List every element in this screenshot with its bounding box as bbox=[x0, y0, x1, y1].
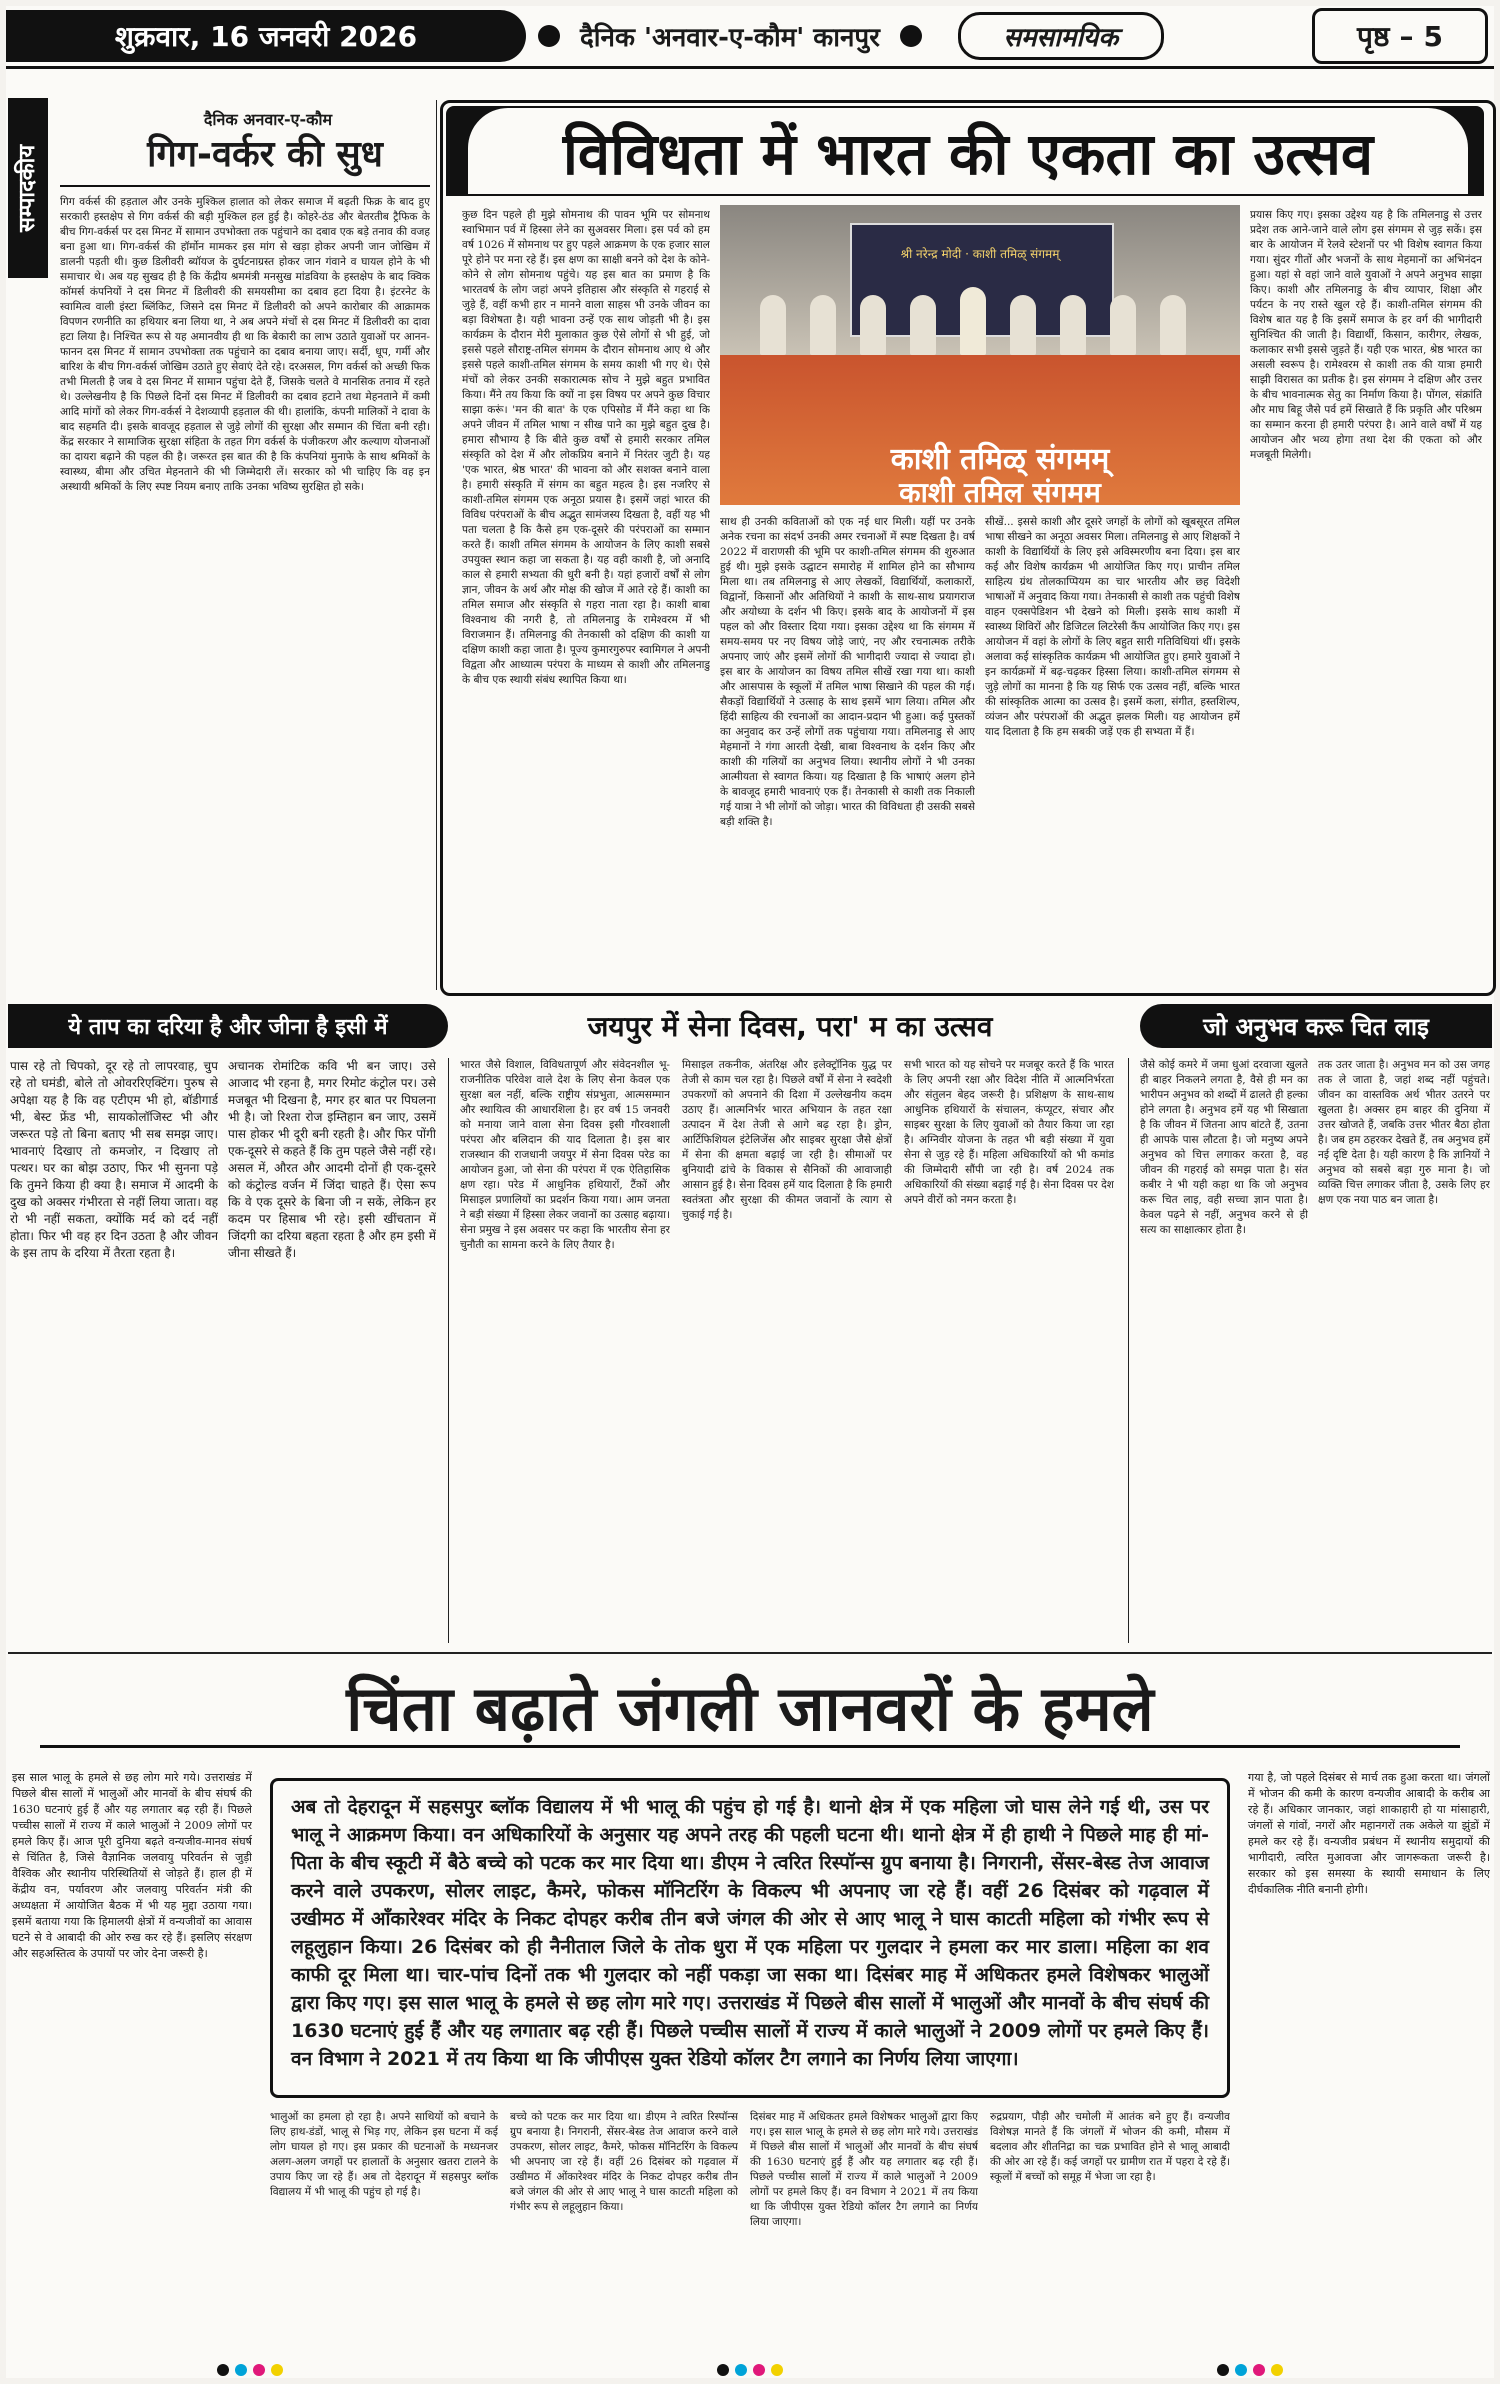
bottom-col-4: रुद्रप्रयाग, पौड़ी और चमोली में आतंक बने हुए हैं। वन्यजीव विशेषज्ञ मानते हैं कि जंगलों में भोजन की कमी, मौसम में बदलाव और शीतनिद्रा का चक्र प्रभावित होने से भालू आबादी की ओर आ रहे हैं। कई जगहों पर ग्रामीण रात में पहरा दे रहे हैं। स्कूलों में बच्चों को समूह में भेजा जा रहा है। bbox=[990, 2111, 1230, 2183]
bottom-col-right: गया है, जो पहले दिसंबर से मार्च तक हुआ करता था। जंगलों में भोजन की कमी के कारण वन्यजीव आबादी के करीब आ रहे हैं। अधिकार जानकार, जहां शाकाहारी हो या मांसाहारी, जंगलों से गांवों, नगरों और महानगरों तक अकेले या झुंडों में हमले कर रहे हैं। वन्यजीव प्रबंधन में स्थानीय समुदायों की भागीदारी, त्वरित मुआवजा और जागरूकता जरूरी है। सरकार को इस समस्या के स्थायी समाधान के लिए दीर्घकालिक नीति बनानी होगी। bbox=[1248, 1771, 1490, 1896]
divider bbox=[436, 100, 437, 990]
person-figure bbox=[810, 295, 836, 355]
main-story-photo bbox=[720, 205, 1240, 505]
photo-screen-text: श्री नरेन्द्र मोदी · काशी तमिळ् संगमम् bbox=[900, 247, 1060, 261]
person-figure bbox=[860, 295, 886, 355]
person-figure bbox=[1160, 295, 1186, 355]
main-story-col-2: साथ ही उनकी कविताओं को एक नई धार मिली। यहीं पर उनके अनेक रचना का संदर्भ उनकी अमर रचनाओं में स्पष्ट दिखता है। वर्ष 2022 में वाराणसी की भूमि पर काशी-तमिल संगमम की शुरुआत हुई थी। मुझे इसके उद्घाटन समारोह में शामिल होने का सौभाग्य मिला था। तब तमिलनाडु से आए लेखकों, विद्यार्थियों, कलाकारों, विद्वानों, किसानों और अतिथियों ने काशी के साथ-साथ प्रयागराज और अयोध्या के दर्शन भी किए। इसके बाद के आयोजनों में इस पहल को और विस्तार दिया गया। इसका उद्देश्य था कि संगमम में समय-समय पर नए विषय जोड़े जाएं, नए और रचनात्मक तरीके अपनाए जाएं और इसमें लोगों की भागीदारी ज्यादा से ज्यादा हो। इस बार के आयोजन का विषय तमिल सीखें रखा गया था। काशी और आसपास के स्कूलों में तमिल भाषा सिखाने की पहल की गई। सैकड़ों विद्यार्थियों ने उत्साह के साथ इसमें भाग लिया। तमिल और हिंदी साहित्य की रचनाओं का आदान-प्रदान भी हुआ। कई पुस्तकों का अनुवाद कर उन्हें लोगों तक पहुंचाया गया। तमिलनाडु से आए मेहमानों ने गंगा आरती देखी, बाबा विश्वनाथ के दर्शन किए और काशी की गलियों का अनुभव लिया। स्थानीय लोगों ने भी उनका आत्मीयता से स्वागत किया। यह दिखाता है कि भाषाएं अलग होने के बावजूद हमारी भावनाएं एक हैं। तेनकासी से काशी तक निकाली गई यात्रा ने भी लोगों को जोड़ा। भारत की विविधता ही उसकी सबसे बड़ी शक्ति है। bbox=[720, 516, 975, 828]
right-article-col-2: तक उतर जाता है। अनुभव मन को उस जगह तक ले जाता है, जहां शब्द नहीं पहुंचते। जीवन का वास्तविक अर्थ भीतर उतरने पर खुलता है। अक्सर हम बाहर की दुनिया में उत्तर खोजते हैं, जबकि उत्तर भीतर बैठा होता है। जब हम ठहरकर देखते हैं, तब अनुभव हमें नई दृष्टि देता है। यही कारण है कि ज्ञानियों ने अनुभव को सबसे बड़ा गुरु माना है। जो व्यक्ति चित्त लगाकर जीता है, उसके लिए हर क्षण एक नया पाठ बन जाता है। bbox=[1318, 1059, 1490, 1206]
bottom-col-3: दिसंबर माह में अधिकतर हमले विशेषकर भालुओं द्वारा किए गए। इस साल भालू के हमले से छह लोग मारे गये। उत्तराखंड में पिछले बीस सालों में भालुओं और मानवों के बीच संघर्ष की 1630 घटनाएं हुई हैं और यह लगातार बढ़ रही हैं। पिछले पच्चीस सालों में राज्य में काले भालुओं ने 2009 लोगों पर हमले किए हैं। वन विभाग ने 2021 में तय किया था कि जीपीएस युक्त रेडियो कॉलर टैग लगाने का निर्णय लिया जाएगा। bbox=[750, 2111, 978, 2228]
registration-mark bbox=[717, 2364, 783, 2376]
main-story-col-1: कुछ दिन पहले ही मुझे सोमनाथ की पावन भूमि पर सोमनाथ स्वाभिमान पर्व में हिस्सा लेने का सुअवसर मिला। इस पर्व को हम वर्ष 1026 में सोमनाथ पर हुए पहले आक्रमण के एक हजार साल पूरे होने पर मना रहे हैं। इस क्षण का साक्षी बनने को देश के कोने-कोने से लोग सोमनाथ पहुंचे। यह इस बात का प्रमाण है कि भारतवर्ष के लोग जहां अपने इतिहास और संस्कृति से गहराई से जुड़े हैं, वहीं कभी हार न मानने वाला साहस भी उनके जीवन का बड़ा विशेषता है। यही भावना उन्हें एक साथ जोड़ती भी है। इस कार्यक्रम के दौरान मेरी मुलाकात कुछ ऐसे लोगों से भी हुई, जो इससे पहले सौराष्ट्र-तमिल संगमम के दौरान सोमनाथ आए थे और इससे पहले काशी-तमिल संगमम के समय काशी भी गए थे। ऐसे मंचों को लेकर उनकी सकारात्मक सोच ने मुझे बहुत प्रभावित किया। मैंने तय किया कि क्यों ना इस विषय पर अपने कुछ विचार साझा करूं। 'मन की बात' के एक एपिसोड में मैंने कहा था कि अपने जीवन में तमिल भाषा न सीख पाने का मुझे बहुत दुख है। हमारा सौभाग्य है कि बीते कुछ वर्षों से हमारी सरकार तमिल संस्कृति को देश में और लोकप्रिय बनाने में निरंतर जुटी है। यह 'एक भारत, श्रेष्ठ भारत' की भावना को और सशक्त बनाने वाला है। हमारी संस्कृति में संगम का बहुत महत्व है। इस नजरिए से काशी-तमिल संगमम एक अनूठा प्रयास है। इसमें जहां भारत की विविध परंपराओं के बीच अद्भुत सामंजस्य दिखता है, वहीं यह भी पता चलता है कि कैसे हम एक-दूसरे की परंपराओं का सम्मान करते हैं। काशी तमिल संगमम के आयोजन के लिए काशी सबसे उपयुक्त स्थान कहा जा सकता है। यह वही काशी है, जो अनादि काल से हमारी सभ्यता की धुरी बनी है। यहां हजारों वर्षों से लोग ज्ञान, जीवन के अर्थ और मोक्ष की खोज में आते रहे हैं। काशी का तमिल समाज और संस्कृति से गहरा नाता रहा है। काशी बाबा विश्वनाथ की नगरी है, तो तमिलनाडु के रामेश्वरम में भी विराजमान हैं। तमिलनाडु की तेनकासी को दक्षिण की काशी या दक्षिण काशी कहा जाता है। पूज्य कुमारगुरुपर स्वामिगल ने अपनी विद्वता और आध्यात्म परंपरा के माध्यम से काशी और तमिलनाडु के बीच एक स्थायी संबंध स्थापित किया था। bbox=[462, 209, 710, 686]
editorial-title: गिग-वर्कर की सुध bbox=[147, 134, 383, 175]
right-article-col-1: जैसे कोई कमरे में जमा धुआं दरवाजा खुलते ही बाहर निकलने लगता है, वैसे ही मन का भारीपन अनुभव को शब्दों में ढालते ही हल्का होने लगता है। अनुभव हमें यह भी सिखाता है कि जीवन में जितना आप बांटते हैं, उतना ही आपके पास लौटता है। जो मनुष्य अपने अनुभव को चित्त लगाकर करता है, वह जीवन की गहराई को समझ पाता है। संत कबीर ने भी यही कहा था कि जो अनुभव करू चित लाइ, वही सच्चा ज्ञान पाता है। केवल पढ़ने से नहीं, अनुभव करने से ही सत्य का साक्षात्कार होता है। bbox=[1140, 1059, 1308, 1236]
main-story-col-3: सीखें... इससे काशी और दूसरे जगहों के लोगों को खूबसूरत तमिल भाषा सीखने का अनूठा अवसर मिला। तमिलनाडु से आए शिक्षकों ने काशी के विद्यार्थियों के लिए इसे अविस्मरणीय बना दिया। इस बार कई और विशेष कार्यक्रम भी आयोजित किए गए। प्राचीन तमिल साहित्य ग्रंथ तोलकाप्पियम का चार भारतीय और छह विदेशी भाषाओं में अनुवाद किया गया। तेनकासी से काशी तक पहुंची विशेष वाहन एक्सपेडिशन भी देखने को मिली। इसके साथ काशी में स्वास्थ्य शिविरों और डिजिटल लिटरेसी कैंप आयोजित किए गए। इस आयोजन में वहां के लोगों के लिए बहुत सारी गतिविधियां थीं। इसके अलावा कई सांस्कृतिक कार्यक्रम भी आयोजित हुए। हमारे युवाओं ने इन कार्यक्रमों में बढ़-चढ़कर हिस्सा लिया। काशी-तमिल संगमम से जुड़े लोगों का मानना है कि यह सिर्फ एक उत्सव नहीं, बल्कि भारत की सांस्कृतिक आत्मा का उत्सव है। इसमें कला, संगीत, हस्तशिल्प, व्यंजन और परंपराओं की अद्भुत झलक मिली। यह आयोजन हमें याद दिलाता है कि हम सबकी जड़ें एक ही सभ्यता में हैं। bbox=[985, 516, 1240, 738]
divider bbox=[8, 1652, 1492, 1654]
center-article-col-2: मिसाइल तकनीक, अंतरिक्ष और इलेक्ट्रॉनिक युद्ध पर तेजी से काम चल रहा है। पिछले वर्षों में सेना ने स्वदेशी उपकरणों को अपनाने की दिशा में उल्लेखनीय कदम उठाए हैं। आत्मनिर्भर भारत अभियान के तहत रक्षा उत्पादन में देश तेजी से आगे बढ़ रहा है। ड्रोन, आर्टिफिशियल इंटेलिजेंस और साइबर सुरक्षा जैसे क्षेत्रों में सेना की क्षमता बढ़ाई जा रही है। सीमाओं पर बुनियादी ढांचे के विकास से सैनिकों की आवाजाही आसान हुई है। सेना दिवस हमें याद दिलाता है कि हमारी स्वतंत्रता और सुरक्षा की कीमत जवानों के त्याग से चुकाई गई है। bbox=[682, 1059, 892, 1221]
editorial-tag: सम्पादकीय bbox=[8, 98, 48, 278]
header-section: समसामयिक bbox=[958, 12, 1164, 60]
registration-mark bbox=[1217, 2364, 1283, 2376]
editorial-source: दैनिक अनवार-ए-कौम bbox=[203, 110, 333, 129]
center-article-col-3: सभी भारत को यह सोचने पर मजबूर करते हैं कि भारत के लिए अपनी रक्षा और विदेश नीति में आत्मनिर्भरता और संतुलन बेहद जरूरी है। प्रशिक्षण के साथ-साथ आधुनिक हथियारों के संचालन, कंप्यूटर, संचार और साइबर सुरक्षा के लिए युवाओं को तैयार किया जा रहा है। अग्निवीर योजना के तहत भी बड़ी संख्या में युवा सेना से जुड़ रहे हैं। महिला अधिकारियों को भी कमांड की जिम्मेदारी सौंपी जा रही है। वर्ष 2024 तक अधिकारियों की संख्या बढ़ाई गई है। सेना दिवस पर देश अपने वीरों को नमन करता है। bbox=[904, 1059, 1114, 1206]
page-dash: – bbox=[1399, 19, 1414, 53]
main-story-col-4: प्रयास किए गए। इसका उद्देश्य यह है कि तमिलनाडु से उत्तर प्रदेश तक आने-जाने वाले लोग इस संगमम से जुड़ सकें। इस बार के आयोजन में रेलवे स्टेशनों पर भी विशेष स्वागत किया गया। सुंदर गीतों और भजनों के साथ मेहमानों का अभिनंदन हुआ। यहां से वहां जाने वाले युवाओं ने अपने अनुभव साझा किए। काशी और तमिलनाडु के बीच व्यापार, शिक्षा और पर्यटन के नए रास्ते खुल रहे हैं। काशी-तमिल संगमम की विशेष बात यह है कि इसमें समाज के हर वर्ग की भागीदारी सुनिश्चित की जाती है। विद्यार्थी, किसान, कारीगर, लेखक, कलाकार सभी इससे जुड़ते हैं। यही एक भारत, श्रेष्ठ भारत का असली स्वरूप है। रामेश्वरम से काशी तक की यात्रा हमारी साझी विरासत का प्रतीक है। इस संगमम ने दक्षिण और उत्तर के बीच भावनात्मक सेतु का निर्माण किया है। पोंगल, संक्रांति और माघ बिहू जैसे पर्व हमें सिखाते हैं कि प्रकृति और परिश्रम का सम्मान करना ही हमारी परंपरा है। आने वाले वर्षों में यह आयोजन और भव्य होगा तथा देश की एकता को और मजबूती मिलेगी। bbox=[1250, 209, 1482, 461]
divider bbox=[448, 1058, 449, 1643]
bottom-headline: चिंता बढ़ाते जंगली जानवरों के हमले bbox=[346, 1672, 1154, 1745]
divider bbox=[60, 185, 430, 187]
bottom-col-left: इस साल भालू के हमले से छह लोग मारे गये। उत्तराखंड में पिछले बीस सालों में भालुओं और मानवों के बीच संघर्ष की 1630 घटनाएं हुई हैं और यह लगातार बढ़ रही हैं। पिछले पच्चीस सालों में राज्य में काले भालुओं ने 2009 लोगों पर हमले किए हैं। आज पूरी दुनिया बढ़ते वन्यजीव-मानव संघर्ष से चिंतित है, जिसे वैज्ञानिक जलवायु परिवर्तन से जुड़ी वैश्विक और स्थानीय परिस्थितियों से जोड़ते हैं। हाल ही में केंद्रीय वन, पर्यावरण और जलवायु परिवर्तन मंत्री की अध्यक्षता में आयोजित बैठक में भी यह मुद्दा उठाया गया। इसमें बताया गया कि हिमालयी क्षेत्रों में वन्यजीवों का आवास घटने से वे आबादी की ओर रुख कर रहे हैं। इसलिए संरक्षण और सहअस्तित्व के उपायों पर जोर देना जरूरी है। bbox=[12, 1771, 252, 1960]
page-num: 5 bbox=[1423, 19, 1443, 53]
bottom-col-2: बच्चे को पटक कर मार दिया था। डीएम ने त्वरित रिस्पॉन्स ग्रुप बनाया है। निगरानी, सेंसर-बेस्ड तेज आवाज करने वाले उपकरण, सोलर लाइट, कैमरे, फोकस मॉनिटरिंग के विकल्प भी अपनाए जा रहे हैं। वहीं 26 दिसंबर को गढ़वाल में उखीमठ में ओंकारेश्वर मंदिर के निकट दोपहर करीब तीन बजे जंगल की ओर से आए भालू ने घास काटती महिला को गंभीर रूप से लहूलुहान किया। bbox=[510, 2111, 738, 2213]
divider bbox=[40, 1745, 1460, 1748]
header-page-number bbox=[1312, 8, 1488, 64]
bullet-icon bbox=[538, 25, 560, 47]
editorial-body: गिग वर्कर्स की हड़ताल और उनके मुश्किल हालात को लेकर समाज में बढ़ती फिक्र के बाद हुए सरकारी हस्तक्षेप से गिग वर्कर्स की बड़ी मुश्किल हल हुई है। कोहरे-ठंड और बेतरतीब ट्रैफिक के बीच गिग-वर्कर्स पर दस मिनट में सामान उपभोक्ता तक पहुंचाने का दबाव एक बड़े तनाव की वजह बना हुआ था। गिग-वर्कर्स की हॉर्मोन मामकर इस मांग से खड़ा होकर अपनी जान जोखिम में डालनी पड़ती थी। कुछ डिलीवरी ब्यॉयज के दुर्घटनाग्रस्त होकर जान गंवाने व घायल होने के भी समाचार थे। अब यह सुखद ही है कि केंद्रीय श्रममंत्री मनसुख मांडविया के हस्तक्षेप के बाद क्विक कॉमर्स कंपनियों ने दस मिनट में डिलीवरी की समयसीमा का दबाव हटा दिया है। इंटरनेट के स्वामित्व वाली इंस्टा ब्लिंकिट, जिसने दस मिनट में डिलीवरी को अपने कारोबार की आक्रामक विपणन रणनीति का हथियार बना लिया था, ने अब अपने मंचों से दस मिनट में डिलीवरी का दावा हटा लिया है। निश्चित रूप से यह अमानवीय ही था कि बेकारी का लाभ उठाते युवाओं पर आनन-फानन दस मिनट में सामान उपभोक्ता तक पहुंचाने का दबाव बनाया जाए। सर्दी, धूप, गर्मी और बारिश के बीच गिग-वर्कर्स जोखिम उठाते हुए सेवाएं देते रहे। दरअसल, गिग वर्कर्स को अच्छी फिक तभी मिलती है जब वे दस मिनट में सामान पहुंचा देते हैं, जिसके चलते वे मानसिक तनाव में रहते थे। उल्लेखनीय है कि पिछले दिनों दस मिनट में डिलीवरी का दबाव हटाने तथा मेहनताने में कमी आदि मांगों को लेकर गिग-वर्कर्स ने देशव्यापी हड़ताल की थी। हालांकि, कंपनी मालिकों ने दावा के बाद सहमति दी। इसके बावजूद हड़ताल से जुड़े लोगों की सुरक्षा और सम्मान की चिंता बनी रही। केंद्र सरकार ने सामाजिक सुरक्षा संहिता के तहत गिग वर्कर्स के पंजीकरण और कल्याण योजनाओं का दायरा बढ़ाने की पहल की है। जरूरत इस बात की है कि कंपनियां मुनाफे के साथ श्रमिकों के स्वास्थ्य, बीमा और उचित मेहनताने की भी जिम्मेदारी लें। सरकार को भी चाहिए कि वह इन अस्थायी श्रमिकों के लिए स्पष्ट नियम बनाए ताकि उनका भविष्य सुरक्षित हो सके। bbox=[60, 196, 430, 493]
person-figure bbox=[760, 295, 786, 355]
center-article-headline: जयपुर में सेना दिवस, परा' म का उत्सव bbox=[587, 1010, 993, 1043]
main-headline: विविधता में भारत की एकता का उत्सव bbox=[468, 108, 1468, 194]
person-figure bbox=[960, 287, 986, 355]
person-figure bbox=[1110, 295, 1136, 355]
person-figure bbox=[1060, 295, 1086, 355]
bullet-icon bbox=[900, 25, 922, 47]
page-label: पृष्ठ bbox=[1357, 20, 1390, 53]
left-article-col-2: अचानक रोमांटिक कवि भी बन जाए। उसे आजाद भी रहना है, मगर रिमोट कंट्रोल पर। उसे मजबूत भी दिखना है, मगर हर बात पर पिघलना भी है। जो रिश्ता रोज इम्तिहान बन जाए, उसमें पास होकर भी दूरी बनी रहती है। और फिर पोंगी एक-दूसरे से कहते हैं कि तुम पहले जैसे नहीं रहे। असल में, औरत और आदमी दोनों ही एक-दूसरे को कंट्रोल्ड वर्जन में जिंदा चाहते हैं। ऐसा रूप कि वे एक दूसरे के बिना जी न सकें, लेकिन हर कदम पर हिसाब भी रहे। इसी खींचतान में जिंदगी का दरिया बहता रहता है और हम इसी में जीना सीखते हैं। bbox=[228, 1059, 436, 1260]
header-paper-name: दैनिक 'अनवार-ए-कौम' कानपुर bbox=[580, 23, 880, 53]
divider bbox=[1128, 1058, 1129, 1643]
person-figure bbox=[910, 295, 936, 355]
header-date: शुक्रवार, 16 जनवरी 2026 bbox=[6, 10, 526, 62]
registration-mark bbox=[217, 2364, 283, 2376]
left-article-headline: ये ताप का दरिया है और जीना है इसी में bbox=[8, 1004, 448, 1048]
person-figure bbox=[1010, 295, 1036, 355]
photo-caption-tamil: काशी तमिळ् संगमम् bbox=[890, 442, 1110, 477]
bottom-lead-box: अब तो देहरादून में सहसपुर ब्लॉक विद्यालय में भी भालू की पहुंच हो गई है। थानो क्षेत्र में एक महिला जो घास लेने गई थी, उस पर भालू ने आक्रमण किया। वन अधिकारियों के अनुसार यह अपने तरह की पहली घटना थी। थानो क्षेत्र में ही हाथी ने पिछले माह ही मां-पिता के बीच स्कूटी में बैठे बच्चे को पटक कर मार दिया था। डीएम ने त्वरित रिस्पॉन्स ग्रुप बनाया है। निगरानी, सेंसर-बेस्ड तेज आवाज करने वाले उपकरण, सोलर लाइट, कैमरे, फोकस मॉनिटरिंग के विकल्प भी अपनाए जा रहे हैं। वहीं 26 दिसंबर को गढ़वाल में उखीमठ में ऑंकारेश्वर मंदिर के निकट दोपहर करीब तीन बजे जंगल की ओर से आए भालू ने घास काटती महिला को गंभीर रूप से लहूलुहान किया। 26 दिसंबर को ही नैनीताल जिले के तोक धुरा में एक महिला पर गुलदार ने हमला कर मार डाला। महिला का शव काफी दूर मिला था। चार-पांच दिनों तक भी गुलदार को नहीं पकड़ा जा सका था। दिसंबर माह में अधिकतर हमले विशेषकर भालुओं द्वारा किए गए। इस साल भालू के हमले से छह लोग मारे गए। उत्तराखंड में पिछले बीस सालों में भालुओं और मानवों के बीच संघर्ष की 1630 घटनाएं हुई हैं और यह लगातार बढ़ रही हैं। पिछले पच्चीस सालों में राज्य में काले भालुओं ने 2009 लोगों पर हमले किए हैं। वन विभाग ने 2021 में तय किया था कि जीपीएस युक्त रेडियो कॉलर टैग लगाने का निर्णय लिया जाएगा। bbox=[270, 1778, 1230, 2098]
print-registration-marks bbox=[0, 2360, 1500, 2380]
photo-caption-hindi: काशी तमिल संगमम bbox=[899, 476, 1101, 505]
center-article-col-1: भारत जैसे विशाल, विविधतापूर्ण और संवेदनशील भू-राजनीतिक परिवेश वाले देश के लिए सेना केवल एक सुरक्षा बल नहीं, बल्कि राष्ट्रीय संप्रभुता, आत्मसम्मान और स्थायित्व की आधारशिला है। हर वर्ष 15 जनवरी को मनाया जाने वाला सेना दिवस इसी गौरवशाली परंपरा और बलिदान की याद दिलाता है। इस बार राजस्थान की राजधानी जयपुर में सेना दिवस परेड का आयोजन हुआ, जो सेना की परंपरा में एक ऐतिहासिक क्षण रहा। परेड में आधुनिक हथियारों, टैंकों और मिसाइल प्रणालियों का प्रदर्शन किया गया। आम जनता ने बड़ी संख्या में हिस्सा लेकर जवानों का उत्साह बढ़ाया। सेना प्रमुख ने इस अवसर पर कहा कि भारतीय सेना हर चुनौती का सामना करने के लिए तैयार है। bbox=[460, 1059, 670, 1251]
right-article-headline: जो अनुभव करू चित लाइ bbox=[1140, 1004, 1492, 1048]
bottom-col-1: भालुओं का हमला हो रहा है। अपने साथियों को बचाने के लिए हाथ-डंडों, भालू से भिड़ गए, लेकिन इस घटना में कई लोग घायल हो गए। इस प्रकार की घटनाओं के मध्यनजर अलग-अलग जगहों पर हालातों के अनुसार खतरा टालने के उपाय किए जा रहे हैं। अब तो देहरादून में सहसपुर ब्लॉक विद्यालय में भी भालू की पहुंच हो गई है। bbox=[270, 2111, 498, 2198]
left-article-col-1: पास रहे तो चिपको, दूर रहे तो लापरवाह, चुप रहे तो घमंडी, बोले तो ओवररिएक्टिंग। पुरुष से अपेक्षा यह है कि वह एटीएम भी हो, बॉडीगार्ड भी, बेस्ट फ्रेंड भी, सायकोलॉजिस्ट भी और जरूरत पड़े तो बिना बताए भी सब समझ जाए। भावनाएं दिखाए तो कमजोर, न दिखाए तो पत्थर। घर का बोझ उठाए, फिर भी सुनना पड़े कि तुमने किया ही क्या है। समाज में आदमी के दुख को अक्सर गंभीरता से नहीं लिया जाता। वह रो भी नहीं सकता, क्योंकि मर्द को दर्द नहीं होता। फिर भी वह हर दिन उठता है और जीवन के इस ताप के दरिया में तैरता रहता है। bbox=[10, 1059, 218, 1260]
page-header bbox=[6, 6, 1494, 69]
